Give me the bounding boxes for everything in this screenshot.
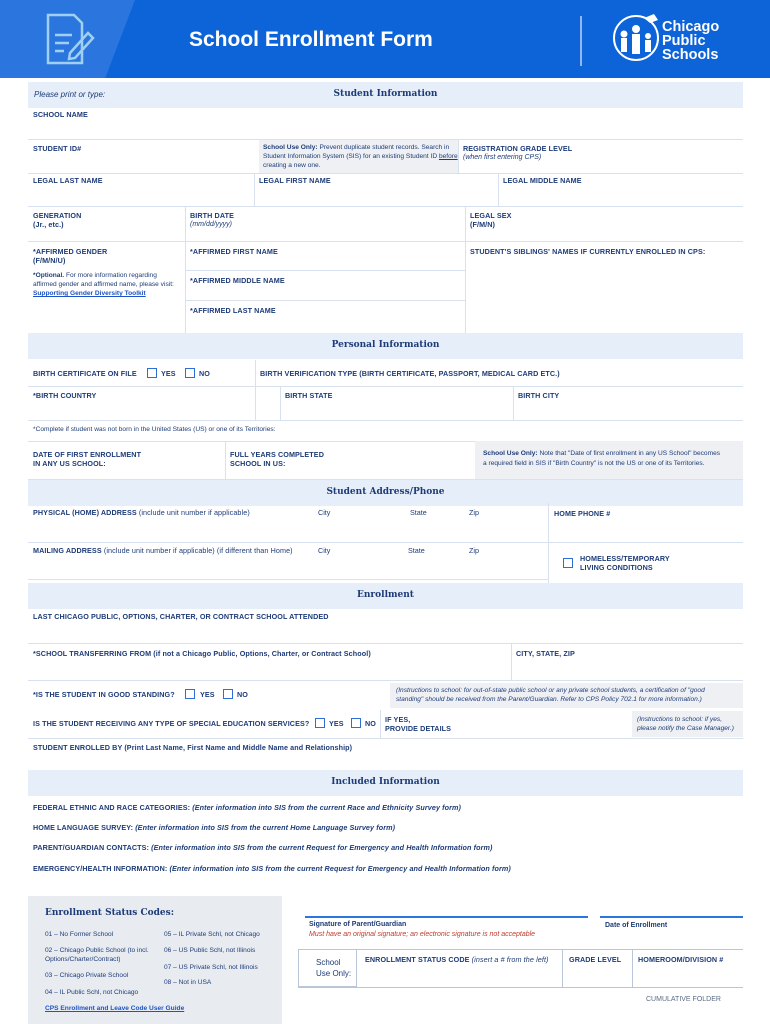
school-name-label[interactable]: SCHOOL NAME: [33, 110, 88, 119]
page-title: School Enrollment Form: [189, 28, 433, 51]
cps-logo-figures-icon: [610, 12, 662, 68]
homeless-checkbox[interactable]: [563, 558, 573, 568]
mailing-address-label[interactable]: MAILING ADDRESS (include unit number if applicable) (if different than Home): [33, 546, 293, 555]
birth-cert-no-checkbox[interactable]: [185, 368, 195, 378]
section-title: Student Address/Phone: [326, 487, 445, 497]
personal-information-section: [28, 333, 743, 359]
siblings-label[interactable]: STUDENT'S SIBLINGS' NAMES IF CURRENTLY ENROLLED IN CPS:: [470, 247, 706, 256]
full-years-label-1[interactable]: FULL YEARS COMPLETED: [230, 450, 324, 459]
code-item: 03 – Chicago Private School: [45, 972, 129, 979]
enrollment-section: [28, 583, 743, 609]
section-title: Enrollment: [357, 590, 414, 600]
home-phone-label[interactable]: HOME PHONE #: [554, 509, 611, 518]
grade-level-label[interactable]: GRADE LEVEL: [569, 955, 622, 964]
special-ed-label: IS THE STUDENT RECEIVING ANY TYPE OF SPECIAL EDUCATION SERVICES?: [33, 719, 310, 728]
special-ed-no-label: NO: [365, 719, 376, 728]
registration-grade-hint: (when first entering CPS): [463, 154, 542, 161]
birth-cert-yes-label: YES: [161, 369, 176, 378]
gender-diversity-toolkit-link[interactable]: Supporting Gender Diversity Toolkit: [33, 290, 146, 297]
physical-zip-label[interactable]: Zip: [469, 508, 479, 517]
included-item: HOME LANGUAGE SURVEY: (Enter information into SIS from the current Home Language Survey form): [33, 823, 396, 832]
birth-cert-no-label: NO: [199, 369, 210, 378]
legal-middle-name-label[interactable]: LEGAL MIDDLE NAME: [503, 176, 582, 185]
code-item: 04 – IL Public Schl, not Chicago: [45, 989, 139, 996]
student-information-section: [28, 82, 743, 108]
legal-first-name-label[interactable]: LEGAL FIRST NAME: [259, 176, 331, 185]
first-enrollment-label-2: IN ANY US SCHOOL:: [33, 459, 106, 468]
signature-label[interactable]: Signature of Parent/Guardian: [309, 921, 407, 928]
school-use-label: School Use Only:: [316, 958, 352, 978]
included-item: EMERGENCY/HEALTH INFORMATION: (Enter information into SIS from the current Request for Emergency and Health Information form): [33, 864, 511, 873]
good-standing-yes-checkbox[interactable]: [185, 689, 195, 699]
birth-city-label[interactable]: BIRTH CITY: [518, 391, 560, 400]
good-standing-no-checkbox[interactable]: [223, 689, 233, 699]
first-enrollment-label-1[interactable]: DATE OF FIRST ENROLLMENT: [33, 450, 142, 459]
print-note: Please print or type:: [34, 90, 106, 99]
provide-details-label-2: PROVIDE DETAILS: [385, 724, 452, 733]
affirmed-gender-label[interactable]: *AFFIRMED GENDER: [33, 247, 108, 256]
enrollment-status-code-label[interactable]: ENROLLMENT STATUS CODE (insert a # from the left): [365, 955, 549, 964]
affirmed-first-name-label[interactable]: *AFFIRMED FIRST NAME: [190, 247, 278, 256]
birth-certificate-label: BIRTH CERTIFICATE ON FILE: [33, 369, 137, 378]
date-line: [600, 916, 743, 918]
homeroom-label[interactable]: HOMEROOM/DIVISION #: [638, 955, 724, 964]
good-standing-label: *IS THE STUDENT IN GOOD STANDING?: [33, 690, 175, 699]
code-item: 02 – Chicago Public School (to incl. Options/Charter/Contract): [45, 947, 149, 963]
generation-hint: (Jr., etc.): [33, 220, 64, 229]
date-of-enrollment-label[interactable]: Date of Enrollment: [605, 922, 668, 929]
legal-sex-hint: (F/M/N): [470, 220, 496, 229]
included-item: FEDERAL ETHNIC AND RACE CATEGORIES: (Enter information into SIS from the current Race and Ethnicity Survey form): [33, 803, 462, 812]
code-item: 06 – US Public Schl, not Illinois: [164, 947, 256, 954]
last-school-label[interactable]: LAST CHICAGO PUBLIC, OPTIONS, CHARTER, OR CONTRACT SCHOOL ATTENDED: [33, 612, 329, 621]
birth-country-note: *Complete if student was not born in the United States (US) or one of its Territories:: [33, 426, 276, 433]
birth-country-label[interactable]: *BIRTH COUNTRY: [33, 391, 97, 400]
included-item: PARENT/GUARDIAN CONTACTS: (Enter information into SIS from the current Request for Emergency and Health Information form): [33, 843, 493, 852]
special-ed-no-checkbox[interactable]: [351, 718, 361, 728]
signature-line: [305, 916, 588, 918]
city-state-zip-label[interactable]: CITY, STATE, ZIP: [516, 649, 575, 658]
code-item: 07 – US Private Schl, not Illinois: [164, 964, 258, 971]
optional-note: *Optional. For more information regarding affirmed gender and affirmed name, please visit: Supporting Gender Diversity Toolkit: [33, 272, 174, 297]
mailing-state-label[interactable]: State: [408, 546, 425, 555]
included-information-section: [28, 770, 743, 796]
student-address-section: [28, 480, 743, 506]
codes-title: Enrollment Status Codes:: [45, 908, 175, 918]
code-item: 01 – No Former School: [45, 931, 114, 938]
provide-details-label-1[interactable]: IF YES,: [385, 715, 411, 724]
legal-last-name-label[interactable]: LEGAL LAST NAME: [33, 176, 103, 185]
birth-state-label[interactable]: BIRTH STATE: [285, 391, 333, 400]
birth-date-hint: (mm/dd/yyyy): [190, 221, 232, 228]
affirmed-gender-hint: (F/M/N/U): [33, 256, 66, 265]
birth-date-label[interactable]: BIRTH DATE: [190, 211, 234, 220]
header-divider: [580, 16, 582, 66]
legal-sex-label[interactable]: LEGAL SEX: [470, 211, 512, 220]
physical-state-label[interactable]: State: [410, 508, 427, 517]
homeless-label-2: LIVING CONDITIONS: [580, 563, 653, 572]
special-ed-yes-checkbox[interactable]: [315, 718, 325, 728]
enrollment-code-guide-link[interactable]: CPS Enrollment and Leave Code User Guide: [45, 1005, 185, 1012]
code-item: 08 – Not in USA: [164, 979, 212, 986]
cumulative-folder-label[interactable]: CUMULATIVE FOLDER: [646, 996, 721, 1003]
student-id-label[interactable]: STUDENT ID#: [33, 144, 82, 153]
affirmed-last-name-label[interactable]: *AFFIRMED LAST NAME: [190, 306, 276, 315]
affirmed-middle-name-label[interactable]: *AFFIRMED MIDDLE NAME: [190, 276, 285, 285]
special-ed-yes-label: YES: [329, 719, 344, 728]
mailing-city-label[interactable]: City: [318, 546, 331, 555]
enrolled-by-label[interactable]: STUDENT ENROLLED BY (Print Last Name, First Name and Middle Name and Relationship): [33, 743, 353, 752]
full-years-label-2: SCHOOL IN US:: [230, 459, 286, 468]
cps-logo-text: Chicago Public Schools: [662, 19, 720, 63]
birth-cert-yes-checkbox[interactable]: [147, 368, 157, 378]
section-title: Personal Information: [331, 340, 440, 350]
signature-note: Must have an original signature; an electronic signature is not acceptable: [309, 931, 536, 938]
section-title: Included Information: [331, 777, 440, 787]
physical-address-label[interactable]: PHYSICAL (HOME) ADDRESS (include unit number if applicable): [33, 508, 250, 517]
homeless-label-1: HOMELESS/TEMPORARY: [580, 554, 670, 563]
section-title: Student Information: [333, 89, 438, 99]
good-standing-no-label: NO: [237, 690, 248, 699]
good-standing-yes-label: YES: [200, 690, 215, 699]
transferring-from-label[interactable]: *SCHOOL TRANSFERRING FROM (if not a Chicago Public, Options, Charter, or Contract School): [33, 649, 371, 658]
mailing-zip-label[interactable]: Zip: [469, 546, 479, 555]
code-item: 05 – IL Private Schl, not Chicago: [164, 931, 260, 938]
physical-city-label[interactable]: City: [318, 508, 331, 517]
birth-verification-label[interactable]: BIRTH VERIFICATION TYPE (BIRTH CERTIFICATE, PASSPORT, MEDICAL CARD ETC.): [260, 369, 560, 378]
registration-grade-label[interactable]: REGISTRATION GRADE LEVEL: [463, 144, 573, 153]
form-document-icon: [42, 13, 96, 67]
generation-label[interactable]: GENERATION: [33, 211, 82, 220]
